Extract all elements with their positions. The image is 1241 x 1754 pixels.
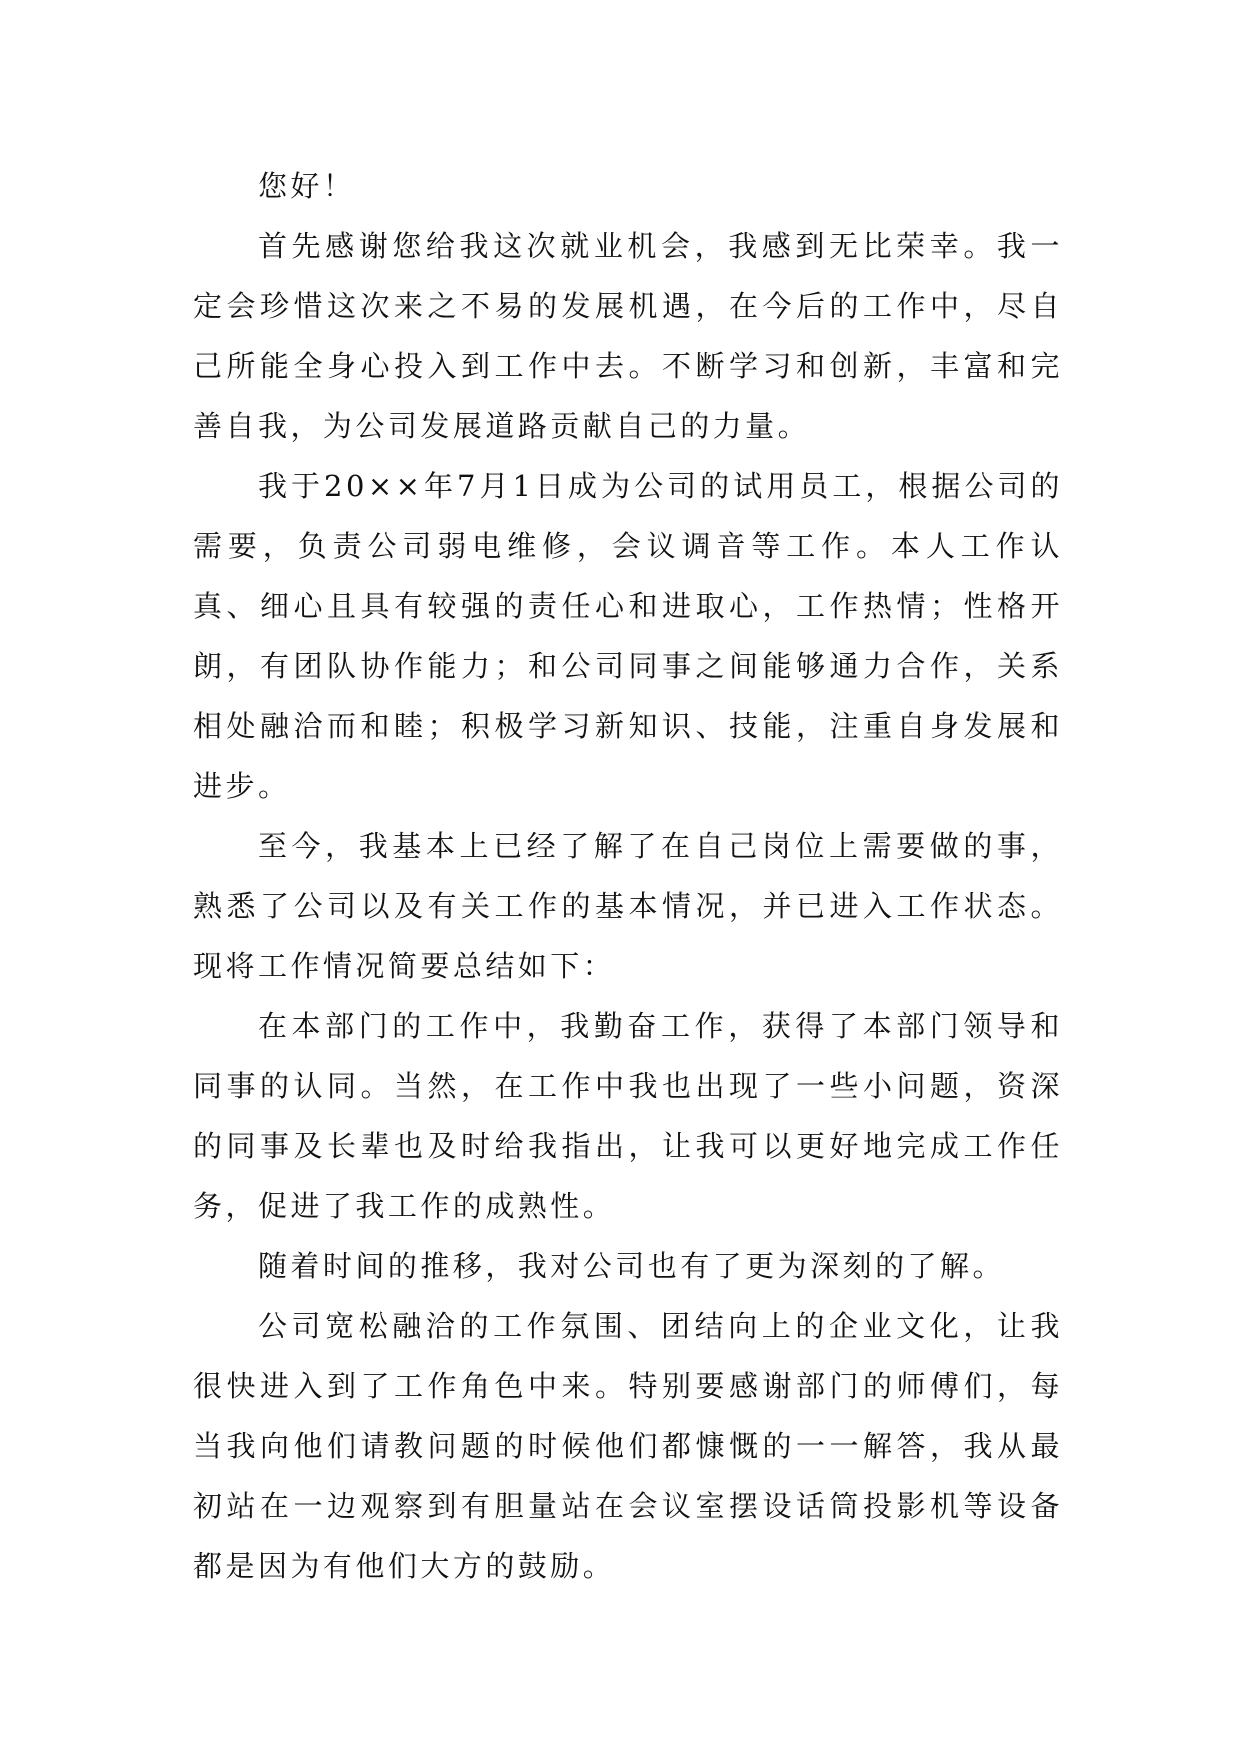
- paragraph-understanding: 随着时间的推移，我对公司也有了更为深刻的了解。: [257, 1249, 1005, 1283]
- paragraph-department-work: 在本部门的工作中，我勤奋工作，获得了本部门领导和同事的认同。当然，在工作中我也出现了一些小问题，资深的同事及长辈也及时给我指出，让我可以更好地完成工作任务，促进了我工作的成熟性。: [193, 1009, 1063, 1223]
- paragraph-company-culture: 公司宽松融洽的工作氛围、团结向上的企业文化，让我很快进入到了工作角色中来。特别要感谢部门的师傅们，每当我向他们请教问题的时候他们都慷慨的一一解答，我从最初站在一边观察到有胆量站在会议室摆设话筒投影机等设备都是因为有他们大方的鼓励。: [193, 1309, 1063, 1583]
- letter-body: [193, 156, 1063, 1596]
- paragraph-status: 至今，我基本上已经了解了在自己岗位上需要做的事，熟悉了公司以及有关工作的基本情况，并已进入工作状态。现将工作情况简要总结如下：: [193, 829, 1063, 983]
- paragraph-introduction: 我于20××年7月1日成为公司的试用员工，根据公司的需要，负责公司弱电维修，会议调音等工作。本人工作认真、细心且具有较强的责任心和进取心，工作热情；性格开朗，有团队协作能力；和公司同事之间能够通力合作，关系相处融洽而和睦；积极学习新知识、技能，注重自身发展和进步。: [193, 469, 1063, 803]
- paragraph-gratitude: 首先感谢您给我这次就业机会，我感到无比荣幸。我一定会珍惜这次来之不易的发展机遇，在今后的工作中，尽自己所能全身心投入到工作中去。不断学习和创新，丰富和完善自我，为公司发展道路贡献自己的力量。: [193, 229, 1063, 443]
- greeting: 您好！: [257, 169, 356, 203]
